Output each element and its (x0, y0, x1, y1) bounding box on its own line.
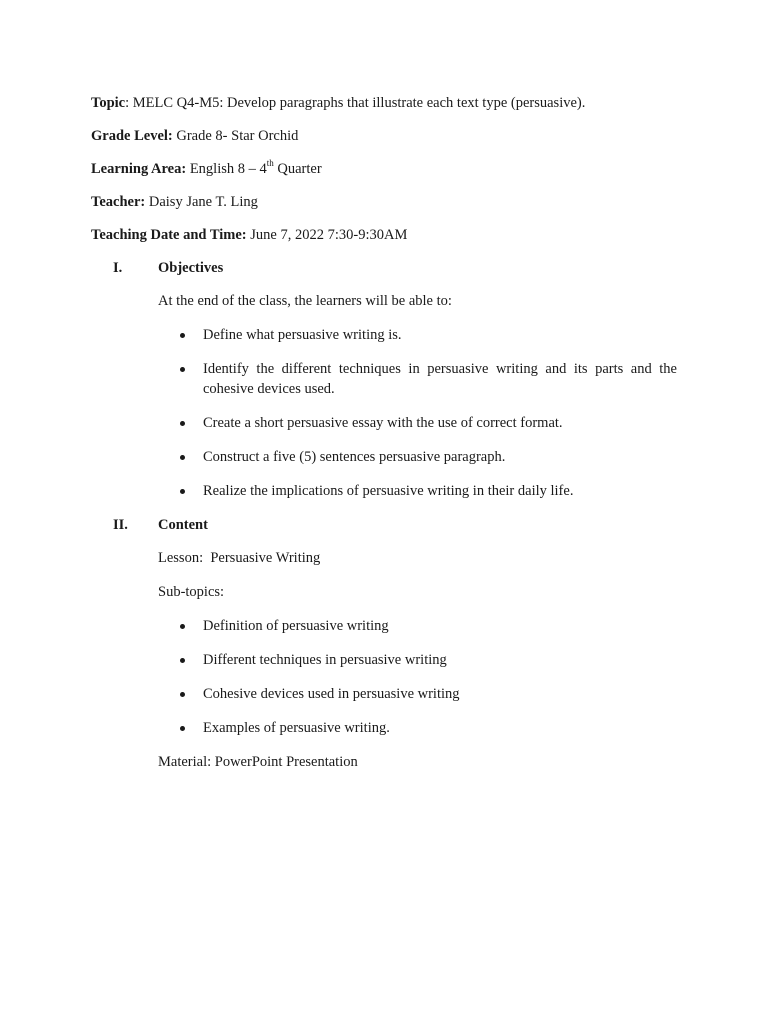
bullet-icon (180, 489, 185, 494)
content-title: Content (158, 517, 208, 533)
teacher-label: Teacher: (91, 194, 146, 210)
objectives-heading (91, 258, 677, 278)
objectives-intro: At the end of the class, the learners will be able to: (158, 293, 452, 309)
topic-label: Topic (91, 95, 126, 111)
learning-area-quarter: Quarter (273, 161, 322, 177)
bullet-icon (180, 333, 185, 338)
grade-level-label: Grade Level: (91, 128, 173, 144)
content-section (91, 515, 677, 772)
content-heading (91, 515, 677, 535)
list-item (158, 413, 677, 433)
teaching-date-line (91, 225, 677, 245)
subtopics-label: Sub-topics: (158, 584, 225, 600)
objectives-numeral: I. (113, 260, 123, 276)
subtopic-text: Different techniques in persuasive writing (203, 652, 447, 668)
list-item (158, 359, 677, 399)
teacher-line (91, 192, 677, 212)
material-line: Material: PowerPoint Presentation (158, 754, 358, 770)
objective-text: Construct a five (5) sentences persuasive paragraph. (203, 449, 506, 465)
bullet-icon (180, 421, 185, 426)
bullet-icon (180, 455, 185, 460)
bullet-icon (180, 624, 185, 629)
teaching-date-label: Teaching Date and Time: (91, 227, 247, 243)
grade-level-line (91, 126, 677, 146)
subtopic-text: Cohesive devices used in persuasive writing (203, 686, 460, 702)
bullet-icon (180, 726, 185, 731)
list-item (158, 481, 677, 501)
objectives-list (158, 325, 677, 501)
bullet-icon (180, 658, 185, 663)
list-item (158, 616, 677, 636)
objectives-section (91, 258, 677, 501)
grade-level-value: Grade 8- Star Orchid (172, 128, 299, 144)
learning-area-value: English 8 – 4 (186, 161, 267, 177)
learning-area-line (91, 159, 677, 179)
objective-text: Define what persuasive writing is. (203, 327, 402, 343)
topic-value: : MELC Q4-M5: Develop paragraphs that illustrate each text type (persuasive). (125, 95, 586, 111)
learning-area-label: Learning Area: (91, 161, 187, 177)
lesson-line: Lesson: Persuasive Writing (158, 550, 321, 566)
list-item (158, 650, 677, 670)
teacher-value: Daisy Jane T. Ling (145, 194, 258, 210)
list-item (158, 447, 677, 467)
topic-line (91, 93, 677, 113)
content-numeral: II. (113, 517, 128, 533)
bullet-icon (180, 692, 185, 697)
objectives-title: Objectives (158, 260, 224, 276)
list-item (158, 684, 677, 704)
quarter-ordinal-suffix: th (266, 158, 274, 169)
list-item (158, 325, 677, 345)
bullet-icon (180, 367, 185, 372)
objective-text: Create a short persuasive essay with the use of correct format. (203, 415, 563, 431)
objective-text: Identify the different techniques in persuasive writing and its parts and the cohesive devices used. (203, 361, 677, 397)
objective-text: Realize the implications of persuasive writing in their daily life. (203, 483, 574, 499)
teaching-date-value: June 7, 2022 7:30-9:30AM (246, 227, 408, 243)
subtopics-list (158, 616, 677, 738)
subtopic-text: Definition of persuasive writing (203, 618, 389, 634)
subtopic-text: Examples of persuasive writing. (203, 720, 390, 736)
list-item (158, 718, 677, 738)
